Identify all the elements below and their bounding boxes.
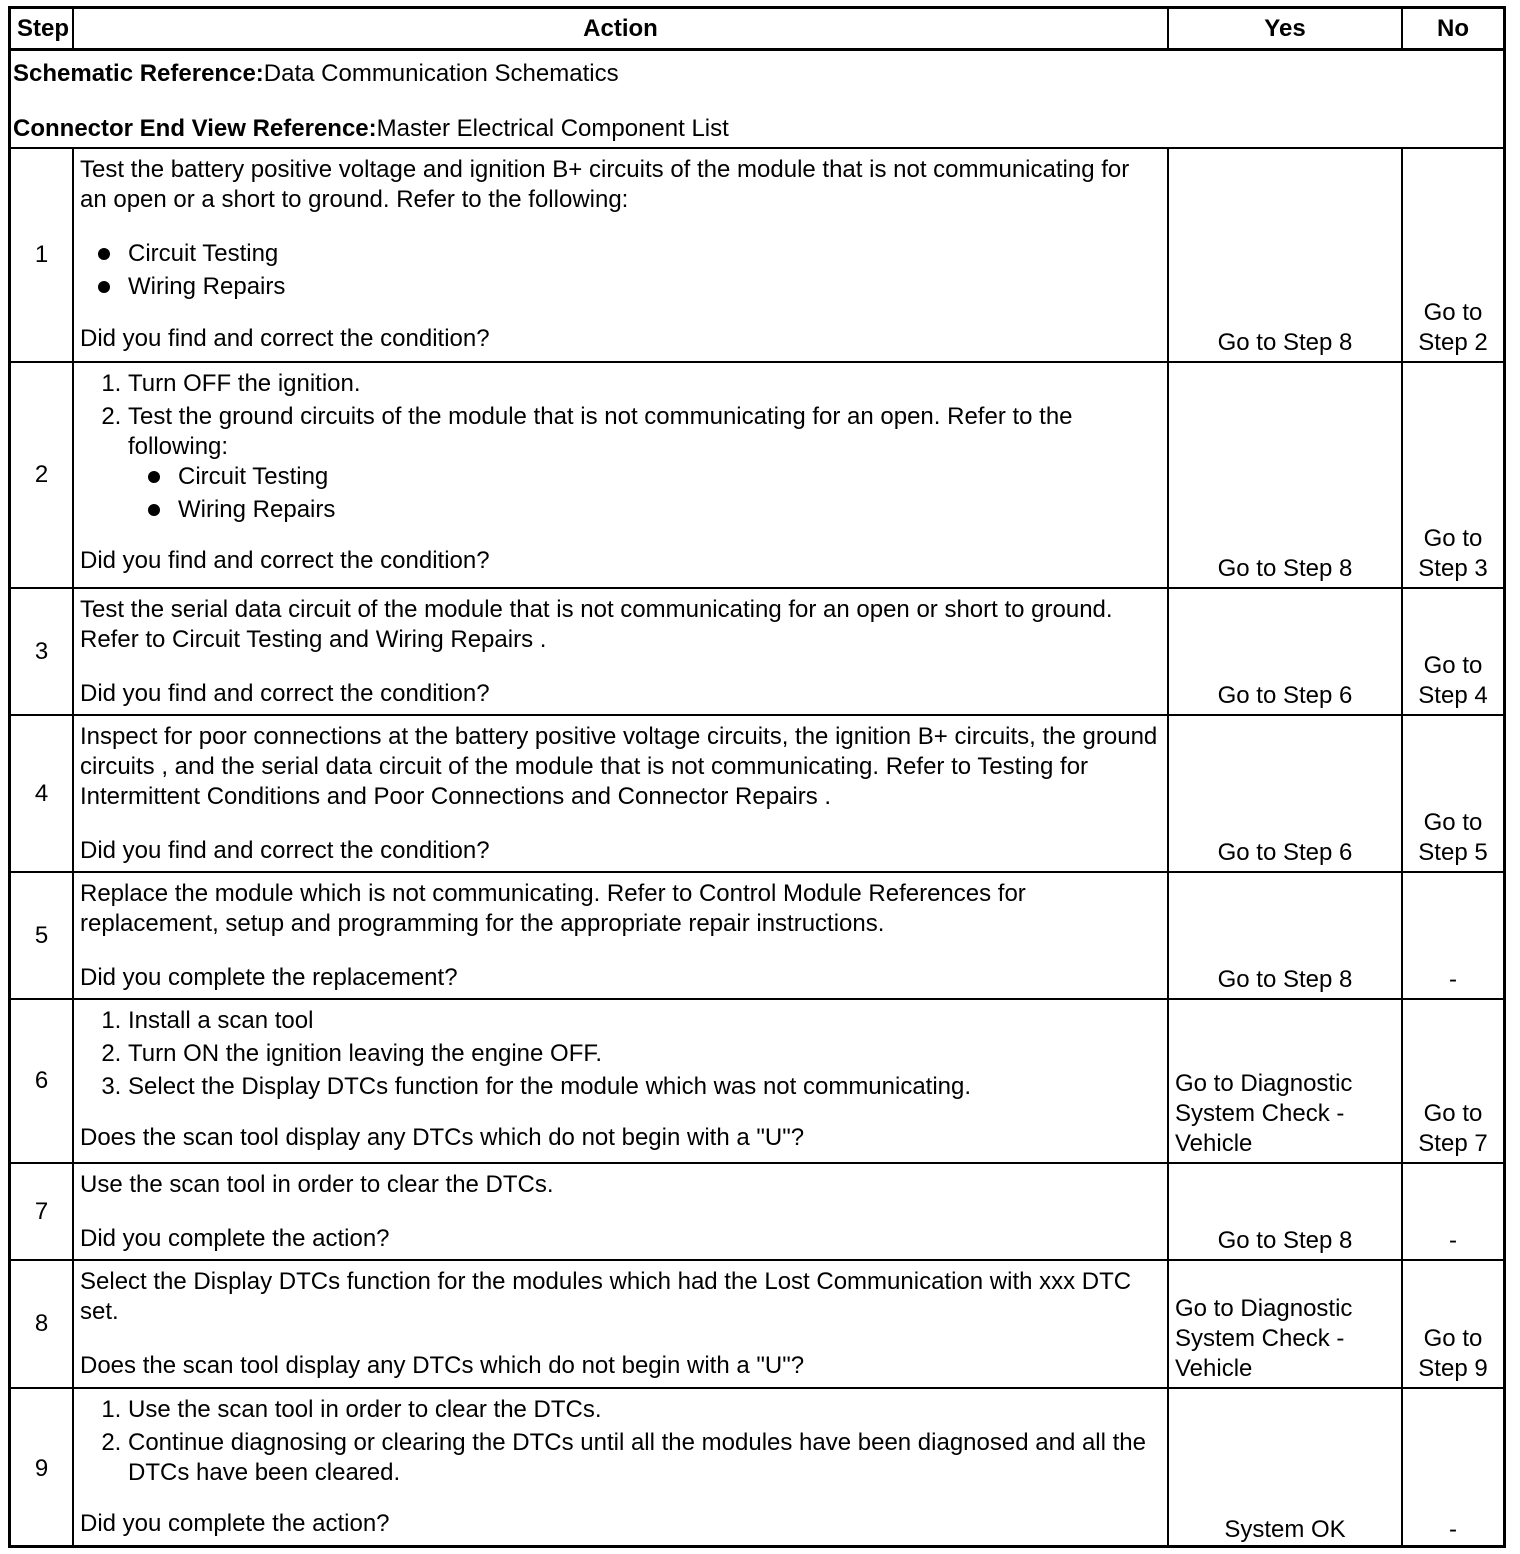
connector-reference: [13, 114, 1501, 144]
action-cell: [73, 872, 1168, 999]
action-text: Replace the module which is not communicating. Refer to Control Module References for replacement, setup and programming for the appropriate repair instructions.: [80, 880, 1026, 937]
table-row: [11, 362, 1503, 588]
list-item: 1. Use the scan tool in order to clear the DTCs.: [128, 1395, 1161, 1425]
list-item: 2. Turn ON the ignition leaving the engine OFF.: [128, 1039, 1161, 1069]
action-question: Did you find and correct the condition?: [80, 837, 490, 864]
action-text: Select the Display DTCs function for the modules which had the Lost Communication with xxx DTC set.: [80, 1268, 1132, 1325]
diagnostic-table: [11, 9, 1503, 1548]
bullet-list: [80, 239, 1161, 302]
numbered-list: [80, 1006, 1161, 1102]
schematic-reference-value: Data Communication Schematics: [263, 60, 619, 87]
action-question: Did you find and correct the condition?: [80, 547, 490, 574]
table-row: [11, 999, 1503, 1163]
header-action: Action: [73, 9, 1168, 50]
yes-cell[interactable]: System OK: [1168, 1388, 1402, 1548]
yes-cell[interactable]: Go to Diagnostic System Check - Vehicle: [1168, 1260, 1402, 1388]
step-number: 1: [11, 148, 73, 362]
table-row: [11, 872, 1503, 999]
schematic-reference-label: Schematic Reference:: [13, 60, 264, 87]
reference-row: [11, 50, 1503, 149]
yes-cell[interactable]: Go to Step 8: [1168, 362, 1402, 588]
action-question: Did you complete the action?: [80, 1510, 390, 1537]
action-question: Does the scan tool display any DTCs which do not begin with a "U"?: [80, 1352, 805, 1379]
action-text: Test the battery positive voltage and ignition B+ circuits of the module that is not communicating for an open or a short to ground. Refer to the following:: [80, 156, 1130, 213]
no-cell[interactable]: -: [1402, 872, 1503, 999]
connector-reference-value: Master Electrical Component List: [376, 115, 729, 142]
table-row: [11, 1388, 1503, 1548]
list-item-text: Test the ground circuits of the module that is not communicating for an open. Refer to the following:: [128, 403, 1073, 460]
list-item: 1. Install a scan tool: [128, 1006, 1161, 1036]
connector-reference-label: Connector End View Reference:: [13, 115, 377, 142]
table-row: [11, 1163, 1503, 1260]
list-item: [128, 402, 1161, 525]
numbered-list: [80, 369, 1161, 525]
list-item[interactable]: Wiring Repairs: [178, 495, 1161, 525]
no-cell[interactable]: Go to Step 7: [1402, 999, 1503, 1163]
action-question: Did you find and correct the condition?: [80, 680, 490, 707]
no-cell[interactable]: Go to Step 9: [1402, 1260, 1503, 1388]
step-number: 7: [11, 1163, 73, 1260]
yes-cell[interactable]: Go to Step 8: [1168, 148, 1402, 362]
yes-cell[interactable]: Go to Step 8: [1168, 1163, 1402, 1260]
numbered-list: [80, 1395, 1161, 1488]
table-row: [11, 715, 1503, 872]
action-question: Does the scan tool display any DTCs which do not begin with a "U"?: [80, 1124, 805, 1151]
list-item: 3. Select the Display DTCs function for the module which was not communicating.: [128, 1072, 1161, 1102]
yes-cell[interactable]: Go to Step 6: [1168, 588, 1402, 715]
action-question: Did you complete the replacement?: [80, 964, 458, 991]
step-number: 3: [11, 588, 73, 715]
step-number: 8: [11, 1260, 73, 1388]
reference-cell: [11, 50, 1503, 149]
no-cell[interactable]: -: [1402, 1163, 1503, 1260]
action-cell: [73, 362, 1168, 588]
yes-cell[interactable]: Go to Diagnostic System Check - Vehicle: [1168, 999, 1402, 1163]
step-number: 9: [11, 1388, 73, 1548]
header-no: No: [1402, 9, 1503, 50]
action-question: Did you complete the action?: [80, 1225, 390, 1252]
step-number: 6: [11, 999, 73, 1163]
action-cell: [73, 588, 1168, 715]
list-item[interactable]: Circuit Testing: [128, 239, 1161, 269]
table-row: [11, 1260, 1503, 1388]
list-item: 2. Continue diagnosing or clearing the DTCs until all the modules have been diagnosed and all the DTCs have been cleared.: [128, 1428, 1161, 1488]
action-cell: [73, 1163, 1168, 1260]
list-item[interactable]: Wiring Repairs: [128, 272, 1161, 302]
action-cell: [73, 148, 1168, 362]
diagnostic-table-frame: [8, 6, 1506, 1548]
action-cell: [73, 715, 1168, 872]
list-item[interactable]: Circuit Testing: [178, 462, 1161, 492]
list-item: 1. Turn OFF the ignition.: [128, 369, 1161, 399]
step-number: 4: [11, 715, 73, 872]
no-cell[interactable]: -: [1402, 1388, 1503, 1548]
action-question: Did you find and correct the condition?: [80, 325, 490, 352]
yes-cell[interactable]: Go to Step 8: [1168, 872, 1402, 999]
no-cell[interactable]: Go to Step 3: [1402, 362, 1503, 588]
yes-cell[interactable]: Go to Step 6: [1168, 715, 1402, 872]
action-text: Inspect for poor connections at the battery positive voltage circuits, the ignition B+ circuits, the ground circuits , and the serial data circuit of the module that is not communicating. Refer to Testing for Intermittent Conditions and Poor Connections and Connector Repairs .: [80, 723, 1158, 810]
no-cell[interactable]: Go to Step 2: [1402, 148, 1503, 362]
action-text: Test the serial data circuit of the module that is not communicating for an open or short to ground. Refer to Circuit Testing and Wiring Repairs .: [80, 596, 1113, 653]
action-cell: [73, 1260, 1168, 1388]
header-step: Step: [11, 9, 73, 50]
no-cell[interactable]: Go to Step 4: [1402, 588, 1503, 715]
action-cell: [73, 999, 1168, 1163]
table-row: [11, 148, 1503, 362]
table-row: [11, 588, 1503, 715]
header-yes: Yes: [1168, 9, 1402, 50]
step-number: 5: [11, 872, 73, 999]
step-number: 2: [11, 362, 73, 588]
header-row: [11, 9, 1503, 50]
no-cell[interactable]: Go to Step 5: [1402, 715, 1503, 872]
bullet-list: [128, 462, 1161, 525]
action-text: Use the scan tool in order to clear the DTCs.: [80, 1171, 554, 1198]
action-cell: [73, 1388, 1168, 1548]
schematic-reference: [13, 59, 1501, 89]
